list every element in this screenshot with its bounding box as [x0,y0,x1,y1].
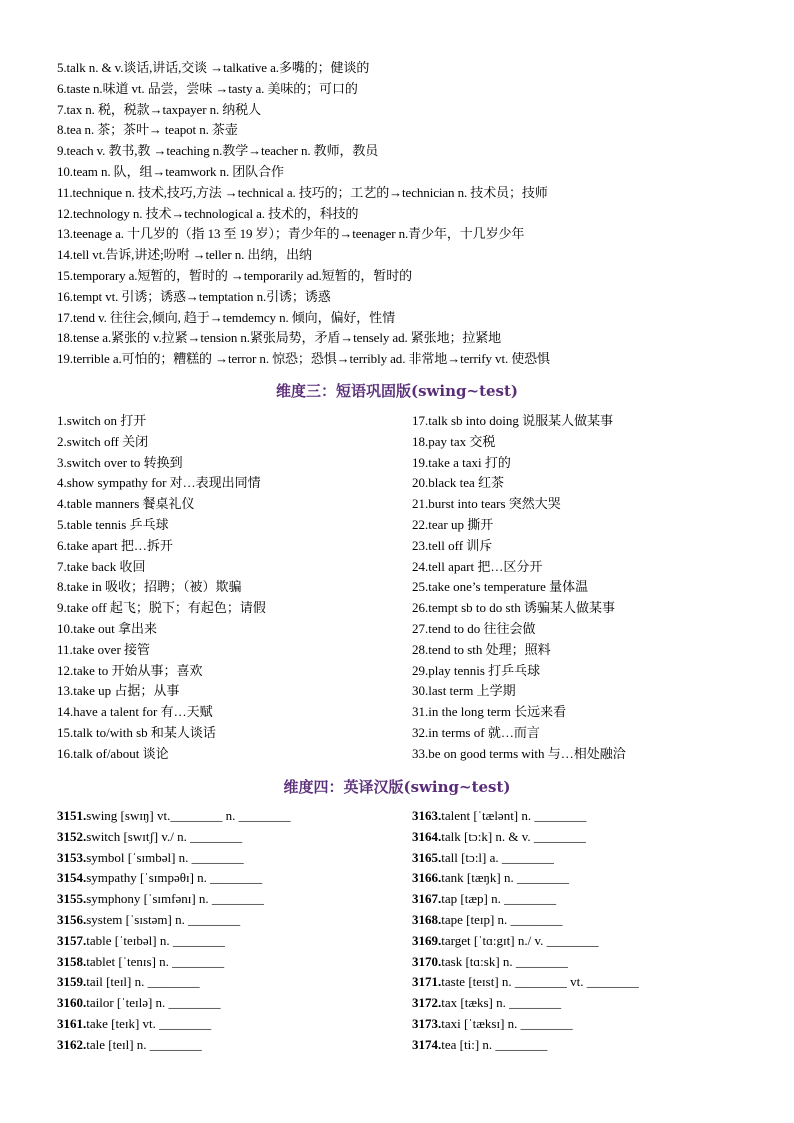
vocab-number: 3156. [57,911,87,927]
phrase-list-right [412,411,762,765]
phrase-item: 23.tell off 训斥 [412,537,493,553]
vocab-item [57,827,407,848]
vocab-item [412,827,762,848]
section-3-title: 维度三：短语巩固版(swing~test) [275,382,519,400]
phrase-item: 20.black tea 红茶 [412,475,505,491]
word-entry: 13.teenage a. 十几岁的（指 13 至 19 岁）；青少年的→teenager n.青少年，十几岁少年 [57,226,525,242]
phrase-item: 5.table tennis 乒乓球 [57,516,169,532]
phrase-item: 30.last term 上学期 [412,683,516,699]
vocab-number: 3164. [412,828,442,844]
phrase-item: 18.pay tax 交税 [412,433,496,449]
vocab-number: 3163. [412,808,442,823]
word-entry: 12.technology n. 技术→technological a. 技术的，科技的 [57,205,359,221]
vocab-text: task [tɑ:sk] n. ________ [441,953,568,969]
phrase-item: 25.take one’s temperature 量体温 [412,579,589,595]
phrase-item: 14.have a talent for 有…天赋 [57,704,213,720]
phrase-item: 6.take apart 把…拆开 [57,537,173,553]
vocab-text: tail [teɪl] n. ________ [86,974,200,990]
phrase-item: 2.switch off 关闭 [57,433,149,449]
vocab-number: 3172. [412,995,442,1011]
phrase-item: 27.tend to do 往往会做 [412,620,536,636]
phrase-item: 19.take a taxi 打的 [412,454,511,470]
vocab-item [57,993,407,1014]
vocab-number: 3161. [57,1015,87,1031]
phrase-item: 17.talk sb into doing 说服某人做某事 [412,413,614,428]
vocab-item [412,910,762,931]
vocab-item [57,889,407,910]
vocab-text: table [ˈteɪbəl] n. ________ [86,932,225,948]
vocab-number: 3152. [57,828,87,844]
vocab-text: tea [ti:] n. ________ [441,1036,548,1052]
phrase-item: 26.tempt sb to do sth 诱骗某人做某事 [412,600,615,616]
word-entry: 17.tend v. 往往会,倾向, 趋于→temdemcy n. 倾向，偏好，性情 [57,309,395,325]
phrase-item: 28.tend to sth 处理；照料 [412,641,551,657]
phrase-list-left [57,411,407,765]
vocab-item [412,806,762,827]
vocab-text: taste [teɪst] n. ________ vt. ________ [441,974,639,990]
word-entry: 5.talk n. & v.谈话,讲话,交谈 →talkative a.多嘴的；健谈的 [57,60,370,75]
vocab-item [57,972,407,993]
vocab-text: symbol [ˈsɪmbəl] n. ________ [86,849,244,865]
vocab-text: switch [swɪtʃ] v./ n. ________ [86,828,243,844]
phrase-item: 33.be on good terms with 与…相处融洽 [412,745,626,761]
phrase-item: 21.burst into tears 突然大哭 [412,496,561,512]
vocab-item [412,868,762,889]
vocab-number: 3169. [412,932,442,948]
vocab-number: 3166. [412,870,442,886]
word-entry: 6.taste n.味道 vt. 品尝，尝味 →tasty a. 美味的；可口的 [57,80,358,96]
phrase-item: 7.take back 收回 [57,558,146,574]
vocab-number: 3160. [57,995,87,1011]
phrase-item: 31.in the long term 长远来看 [412,704,567,720]
phrase-item: 13.take up 占据；从事 [57,683,180,699]
vocab-number: 3155. [57,891,87,907]
word-entry: 14.tell vt.告诉,讲述;吩咐 →teller n. 出纳，出纳 [57,247,312,263]
vocab-text: system [ˈsɪstəm] n. ________ [86,911,241,927]
vocab-item [412,1014,762,1035]
vocab-item [57,1035,407,1056]
vocab-item [412,889,762,910]
vocab-text: tank [tæŋk] n. ________ [441,870,570,886]
vocab-text: take [teɪk] vt. ________ [86,1015,212,1031]
phrase-item: 24.tell apart 把…区分开 [412,558,543,574]
vocab-text: sympathy [ˈsɪmpəθɪ] n. ________ [86,870,263,886]
word-entry: 19.terrible a.可怕的；糟糕的 →terror n. 惊恐；恐惧→terribly ad. 非常地→terrify vt. 使恐惧 [57,351,550,367]
vocab-item [412,952,762,973]
vocab-number: 3154. [57,870,87,886]
vocab-text: tap [tæp] n. ________ [441,891,557,907]
vocab-text: tall [tɔ:l] a. ________ [441,849,554,865]
vocab-text: tape [teɪp] n. ________ [441,911,563,927]
vocab-item [57,910,407,931]
phrase-item: 32.in terms of 就…而言 [412,724,540,740]
vocab-text: tablet [ˈtenɪs] n. ________ [86,953,225,969]
phrase-item: 12.take to 开始从事；喜欢 [57,662,203,678]
word-derivation-list [57,58,757,370]
vocab-list-right [412,806,762,1056]
phrase-item: 9.take off 起飞；脱下；有起色；请假 [57,600,266,616]
phrase-item: 4.show sympathy for 对…表现出同情 [57,475,261,491]
word-entry: 9.teach v. 教书,教 →teaching n.教学→teacher n. 教师，教员 [57,143,379,159]
vocab-number: 3151. [57,808,87,823]
vocab-item [57,952,407,973]
vocab-text: target [ˈtɑ:gɪt] n./ v. ________ [441,932,599,948]
word-entry: 15.temporary a.短暂的，暂时的 →temporarily ad.短暂的，暂时的 [57,267,413,283]
vocab-item [412,993,762,1014]
vocab-item [57,806,407,827]
vocab-text: swing [swɪŋ] vt.________ n. ________ [86,808,291,823]
vocab-text: symphony [ˈsɪmfənɪ] n. ________ [86,891,264,907]
vocab-number: 3171. [412,974,442,990]
vocab-number: 3173. [412,1015,442,1031]
word-entry: 11.technique n. 技术,技巧,方法 →technical a. 技巧的；工艺的→technician n. 技术员；技师 [57,184,548,200]
phrase-item: 22.tear up 撕开 [412,516,494,532]
vocab-text: tailor [ˈteɪlə] n. ________ [86,995,221,1011]
phrase-item: 3.switch over to 转换到 [57,454,183,470]
phrase-item: 15.talk to/with sb 和某人谈话 [57,724,216,740]
word-entry: 7.tax n. 税，税款→taxpayer n. 纳税人 [57,101,261,117]
vocab-text: talk [tɔ:k] n. & v. ________ [441,828,586,844]
vocab-text: tale [teɪl] n. ________ [86,1036,202,1052]
phrase-item: 10.take out 拿出来 [57,620,158,636]
vocab-text: talent [ˈtælənt] n. ________ [441,808,587,823]
vocab-item [57,848,407,869]
word-entry: 16.tempt vt. 引诱；诱惑→temptation n.引诱；诱惑 [57,288,331,304]
vocab-number: 3162. [57,1036,87,1052]
vocab-number: 3168. [412,911,442,927]
vocab-text: tax [tæks] n. ________ [441,995,562,1011]
phrase-item: 16.talk of/about 谈论 [57,745,169,761]
vocab-item [412,972,762,993]
vocab-number: 3157. [57,932,87,948]
word-entry: 18.tense a.紧张的 v.拉紧→tension n.紧张局势，矛盾→tensely ad. 紧张地；拉紧地 [57,330,502,346]
word-entry: 10.team n. 队，组→teamwork n. 团队合作 [57,163,284,179]
vocab-text: taxi [ˈtæksɪ] n. ________ [441,1015,573,1031]
vocab-item [57,1014,407,1035]
word-entry: 8.tea n. 茶；茶叶→ teapot n. 茶壶 [57,122,238,138]
phrase-item: 1.switch on 打开 [57,413,147,428]
vocab-number: 3159. [57,974,87,990]
vocab-number: 3174. [412,1036,442,1052]
vocab-number: 3158. [57,953,87,969]
vocab-number: 3170. [412,953,442,969]
phrase-item: 4.table manners 餐桌礼仪 [57,496,195,512]
vocab-number: 3153. [57,849,87,865]
vocab-list-left [57,806,407,1056]
vocab-number: 3167. [412,891,442,907]
vocab-item [57,931,407,952]
phrase-item: 8.take in 吸收；招聘；（被）欺骗 [57,579,242,595]
vocab-item [412,848,762,869]
vocab-item [412,1035,762,1056]
section-4-title: 维度四：英译汉版(swing~test) [283,778,511,796]
vocab-item [57,868,407,889]
vocab-number: 3165. [412,849,442,865]
vocab-item [412,931,762,952]
phrase-item: 11.take over 接管 [57,641,151,657]
phrase-item: 29.play tennis 打乒乓球 [412,662,541,678]
